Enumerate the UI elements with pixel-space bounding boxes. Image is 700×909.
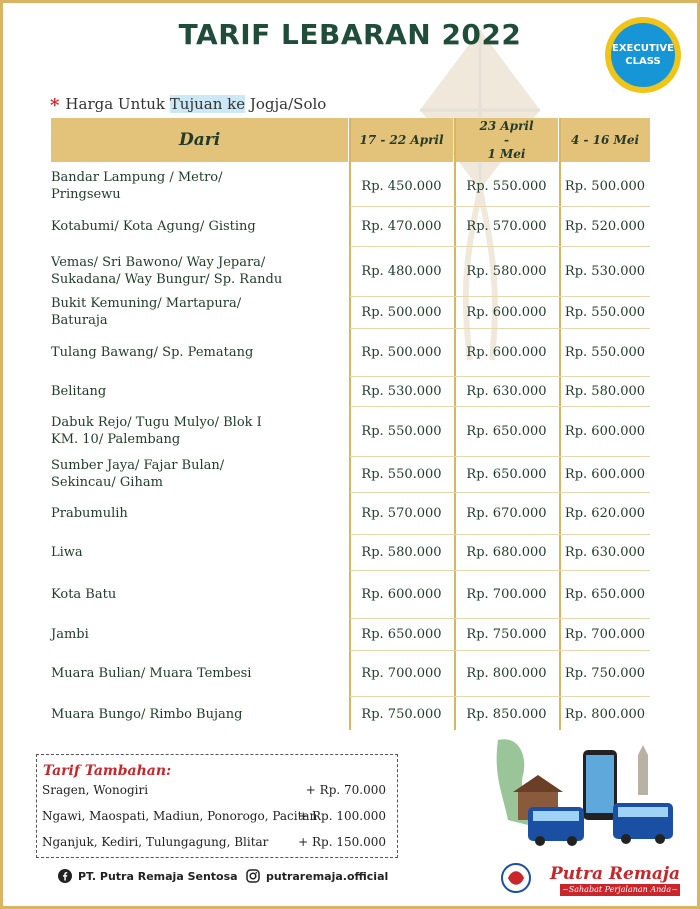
price-period-3: Rp. 620.000 [564, 505, 646, 521]
price-period-2: Rp. 850.000 [466, 706, 547, 722]
destination-name: Nganjuk, Kediri, Tulungagung, Blitar [42, 835, 269, 849]
price-period-3: Rp. 500.000 [564, 178, 646, 194]
price-period-1: Rp. 450.000 [361, 178, 442, 194]
price-period-3: Rp. 520.000 [564, 218, 646, 234]
price-period-2: Rp. 670.000 [466, 505, 547, 521]
table-row [51, 296, 650, 328]
price-period-2: Rp. 550.000 [466, 178, 547, 194]
instagram-handle: putraremaja.official [266, 869, 389, 883]
price-period-3: Rp. 530.000 [564, 263, 646, 279]
row-divider [350, 456, 650, 457]
row-divider [350, 376, 650, 377]
price-period-2: Rp. 600.000 [466, 304, 547, 320]
row-divider [350, 328, 650, 329]
price-period-1: Rp. 550.000 [361, 466, 442, 482]
table-row [51, 376, 650, 406]
origin-cell: Bukit Kemuning/ Martapura/ Baturaja [51, 296, 242, 328]
price-period-2: Rp. 580.000 [466, 263, 547, 279]
row-divider [350, 296, 650, 297]
destination-name: Ngawi, Maospati, Madiun, Ponorogo, Pacitan [42, 809, 318, 823]
origin-cell: Kota Batu [51, 586, 117, 602]
price-period-3: Rp. 800.000 [564, 706, 646, 722]
additional-fare-value: + Rp. 70.000 [305, 783, 386, 797]
row-divider [350, 570, 650, 571]
row-divider [350, 534, 650, 535]
origin-cell: Prabumulih [51, 505, 128, 521]
executive-class-badge [605, 17, 681, 93]
header-period-2 [455, 118, 558, 162]
additional-fare-value: + Rp. 100.000 [298, 809, 386, 823]
additional-fare-value: + Rp. 150.000 [298, 835, 386, 849]
origin-cell: Belitang [51, 383, 107, 399]
additional-fare-title: Tarif Tambahan: [43, 763, 172, 779]
price-period-2: Rp. 650.000 [466, 466, 547, 482]
table-row [51, 328, 650, 376]
footer-instagram[interactable] [246, 869, 388, 883]
row-divider [350, 696, 650, 697]
price-period-2: Rp. 800.000 [466, 665, 547, 681]
table-row [51, 456, 650, 492]
table-row [51, 492, 650, 534]
header-period-3: 4 - 16 Mei [560, 118, 650, 162]
row-divider [350, 206, 650, 207]
table-row [51, 168, 650, 204]
header-period-2-text: 23 April - 1 Mei [479, 119, 534, 161]
brand-tagline: ~Sahabat Perjalanan Anda~ [560, 884, 680, 896]
price-period-3: Rp. 700.000 [564, 626, 646, 642]
price-period-3: Rp. 650.000 [564, 586, 646, 602]
origin-cell: Kotabumi/ Kota Agung/ Gisting [51, 218, 256, 234]
footer-facebook[interactable] [58, 869, 238, 883]
asterisk-marker: * [50, 95, 60, 116]
price-period-1: Rp. 500.000 [361, 344, 442, 360]
origin-cell: Muara Bungo/ Rimbo Bujang [51, 706, 243, 722]
header-period-1: 17 - 22 April [350, 118, 453, 162]
badge-line-2: CLASS [625, 56, 661, 67]
table-row [51, 618, 650, 650]
price-period-1: Rp. 580.000 [361, 544, 442, 560]
table-row [51, 246, 650, 296]
note-suffix: Jogja/Solo [245, 95, 327, 113]
price-period-3: Rp. 550.000 [564, 304, 646, 320]
price-period-1: Rp. 700.000 [361, 665, 442, 681]
brand-name: Putra Remaja [550, 864, 680, 884]
header-from: Dari [51, 118, 348, 162]
instagram-icon [246, 869, 260, 883]
page-title: TARIF LEBARAN 2022 [178, 18, 522, 51]
note-highlight: Tujuan ke [169, 95, 246, 113]
row-divider [350, 650, 650, 651]
badge-line-1: EXECUTIVE [612, 43, 674, 54]
price-period-3: Rp. 750.000 [564, 665, 646, 681]
origin-cell: Jambi [51, 626, 89, 642]
price-period-2: Rp. 700.000 [466, 586, 547, 602]
table-row [51, 534, 650, 570]
table-row [51, 570, 650, 618]
price-period-3: Rp. 580.000 [564, 383, 646, 399]
price-period-2: Rp. 600.000 [466, 344, 547, 360]
origin-cell: Liwa [51, 544, 83, 560]
note-prefix: Harga Untuk [65, 95, 170, 113]
price-period-2: Rp. 680.000 [466, 544, 547, 560]
origin-cell: Muara Bulian/ Muara Tembesi [51, 665, 252, 681]
price-period-1: Rp. 600.000 [361, 586, 442, 602]
price-period-1: Rp. 750.000 [361, 706, 442, 722]
price-period-1: Rp. 550.000 [361, 423, 442, 439]
price-period-3: Rp. 630.000 [564, 544, 646, 560]
price-period-1: Rp. 530.000 [361, 383, 442, 399]
price-period-2: Rp. 650.000 [466, 423, 547, 439]
table-row [51, 206, 650, 246]
price-period-1: Rp. 480.000 [361, 263, 442, 279]
facebook-handle: PT. Putra Remaja Sentosa [78, 869, 238, 883]
origin-cell: Tulang Bawang/ Sp. Pematang [51, 344, 254, 360]
price-period-1: Rp. 470.000 [361, 218, 442, 234]
facebook-icon [58, 869, 72, 883]
row-divider [350, 246, 650, 247]
origin-cell: Dabuk Rejo/ Tugu Mulyo/ Blok I KM. 10/ Palembang [51, 415, 262, 447]
price-period-2: Rp. 630.000 [466, 383, 547, 399]
price-period-2: Rp. 750.000 [466, 626, 547, 642]
row-divider [350, 492, 650, 493]
table-row [51, 650, 650, 696]
price-period-3: Rp. 600.000 [564, 466, 646, 482]
additional-fare-box [36, 754, 398, 858]
row-divider [350, 618, 650, 619]
row-divider [350, 406, 650, 407]
destination-name: Sragen, Wonogiri [42, 783, 149, 797]
price-period-1: Rp. 500.000 [361, 304, 442, 320]
price-note [50, 93, 326, 114]
price-period-1: Rp. 650.000 [361, 626, 442, 642]
price-period-3: Rp. 600.000 [564, 423, 646, 439]
origin-cell: Vemas/ Sri Bawono/ Way Jepara/ Sukadana/ Way Bungur/ Sp. Randu [51, 255, 283, 287]
price-period-2: Rp. 570.000 [466, 218, 547, 234]
origin-cell: Bandar Lampung / Metro/ Pringsewu [51, 170, 223, 202]
table-row [51, 406, 650, 456]
price-period-3: Rp. 550.000 [564, 344, 646, 360]
origin-cell: Sumber Jaya/ Fajar Bulan/ Sekincau/ Giham [51, 458, 225, 490]
table-row [51, 696, 650, 732]
price-period-1: Rp. 570.000 [361, 505, 442, 521]
